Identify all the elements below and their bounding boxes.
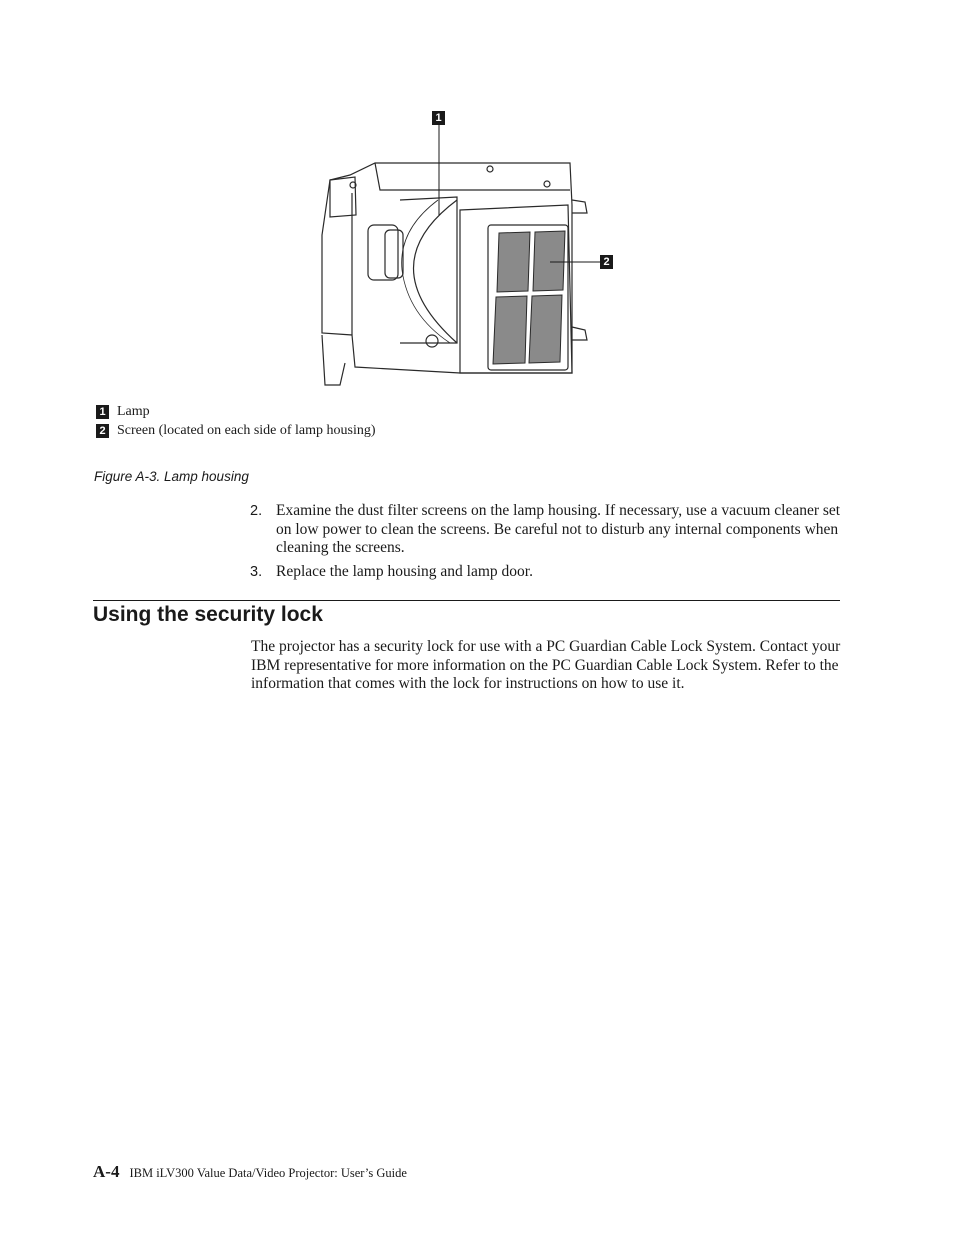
section-divider [93,600,840,601]
step-number: 3. [250,564,263,580]
step-text: Examine the dust filter screens on the lamp housing. If necessary, use a vacuum cleaner set on low power to clean the screens. Be careful not to disturb any internal components when cleaning the screens. [276,502,841,556]
step-item [250,502,842,558]
filter-screen-pane [493,296,527,364]
lamp-housing-figure [300,105,630,395]
figure-caption: Figure A-3. Lamp housing [94,469,249,484]
legend-item-screen [96,422,376,440]
legend-label-screen: Screen (located on each side of lamp housing) [117,423,376,438]
page-footer [93,1162,407,1182]
section-body: The projector has a security lock for use with a PC Guardian Cable Lock System. Contact your IBM representative for more information on the PC Guardian Cable Lock System. Refer to the information that comes with the lock for instructions on how to use it. [251,638,841,692]
callout-2: 2 [600,255,613,269]
legend-callout-2: 2 [96,424,109,438]
page-number: A-4 [93,1162,120,1181]
legend-label-lamp: Lamp [117,404,150,419]
footer-title: IBM iLV300 Value Data/Video Projector: User’s Guide [129,1166,407,1180]
filter-screen-pane [529,295,562,363]
legend-item-lamp [96,403,150,421]
section-heading: Using the security lock [93,603,323,626]
step-text: Replace the lamp housing and lamp door. [276,563,533,580]
legend-callout-1: 1 [96,405,109,419]
lamp-housing-illustration [300,105,630,395]
filter-screen-pane [497,232,530,292]
step-item [250,563,842,582]
callout-1: 1 [432,111,445,125]
filter-screen-pane [533,231,565,291]
step-number: 2. [250,503,263,519]
